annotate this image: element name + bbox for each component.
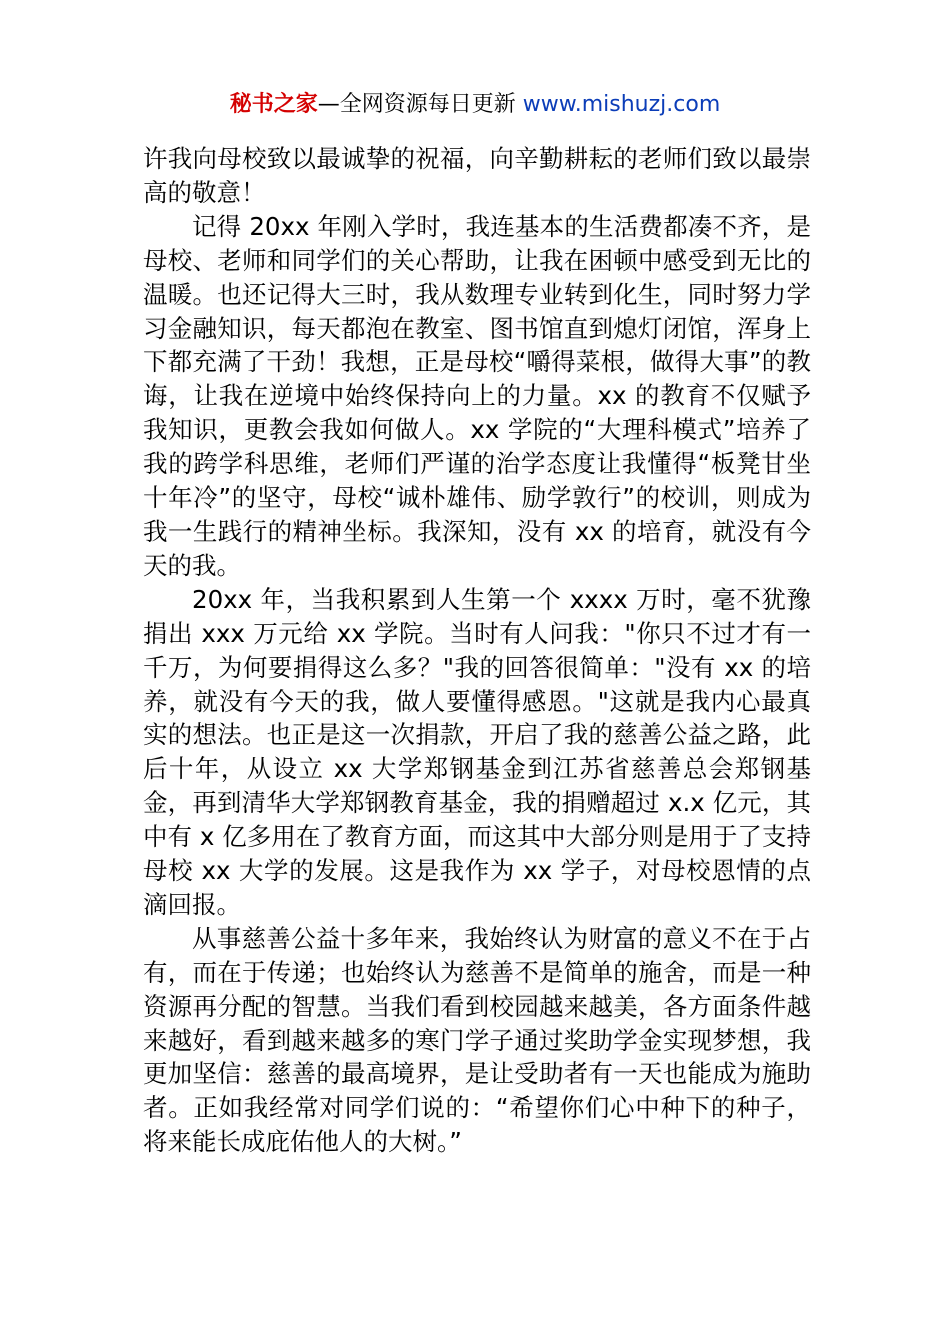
- paragraph-enrollment-memory: 记得 20xx 年刚入学时，我连基本的生活费都凑不齐，是母校、老师和同学们的关心帮助，让我在困顿中感受到无比的温暖。也还记得大三时，我从数理专业转到化生，同时努力学习金融知识，每天都泡在教室、图书馆直到熄灯闭馆，浑身上下都充满了干劲！我想，正是母校“嚼得菜根，做得大事”的教诲，让我在逆境中始终保持向上的力量。xx 的教育不仅赋予我知识，更教会我如何做人。xx 学院的“大理科模式”培养了我的跨学科思维，老师们严谨的治学态度让我懂得“板凳甘坐十年冷”的坚守，母校“诚朴雄伟、励学敦行”的校训，则成为我一生践行的精神坐标。我深知，没有 xx 的培育，就没有今天的我。: [143, 211, 811, 580]
- paragraph-first-donation: 20xx 年，当我积累到人生第一个 xxxx 万时，毫不犹豫捐出 xxx 万元给 xx 学院。当时有人问我："你只不过才有一千万，为何要捐得这么多？"我的回答很简单："没有 xx 的培养，就没有今天的我，做人要懂得感恩。"这就是我内心最真实的想法。也正是这一次捐款，开启了我的慈善公益之路，此后十年，从设立 xx 大学郑钢基金到江苏省慈善总会郑钢基金，再到清华大学郑钢教育基金，我的捐赠超过 x.x 亿元，其中有 x 亿多用在了教育方面，而这其中大部分则是用于了支持母校 xx 大学的发展。这是我作为 xx 学子，对母校恩情的点滴回报。: [143, 584, 811, 919]
- header-tagline: —全网资源每日更新: [317, 92, 523, 117]
- article-body: [143, 142, 811, 1159]
- brand-name: 秘书之家: [229, 92, 318, 117]
- paragraph-continuation: 许我向母校致以最诚挚的祝福，向辛勤耕耘的老师们致以最崇高的敬意！: [143, 144, 811, 207]
- paragraph-philanthropy-belief: 从事慈善公益十多年来，我始终认为财富的意义不在于占有，而在于传递；也始终认为慈善不是简单的施舍，而是一种资源再分配的智慧。当我们看到校园越来越美，各方面条件越来越好，看到越来越多的寒门学子通过奖助学金实现梦想，我更加坚信：慈善的最高境界，是让受助者有一天也能成为施助者。正如我经常对同学们说的：“希望你们心中种下的种子，将来能长成庇佑他人的大树。”: [143, 923, 811, 1157]
- site-header: [0, 88, 950, 122]
- site-url-link[interactable]: www.mishuzj.com: [522, 92, 721, 117]
